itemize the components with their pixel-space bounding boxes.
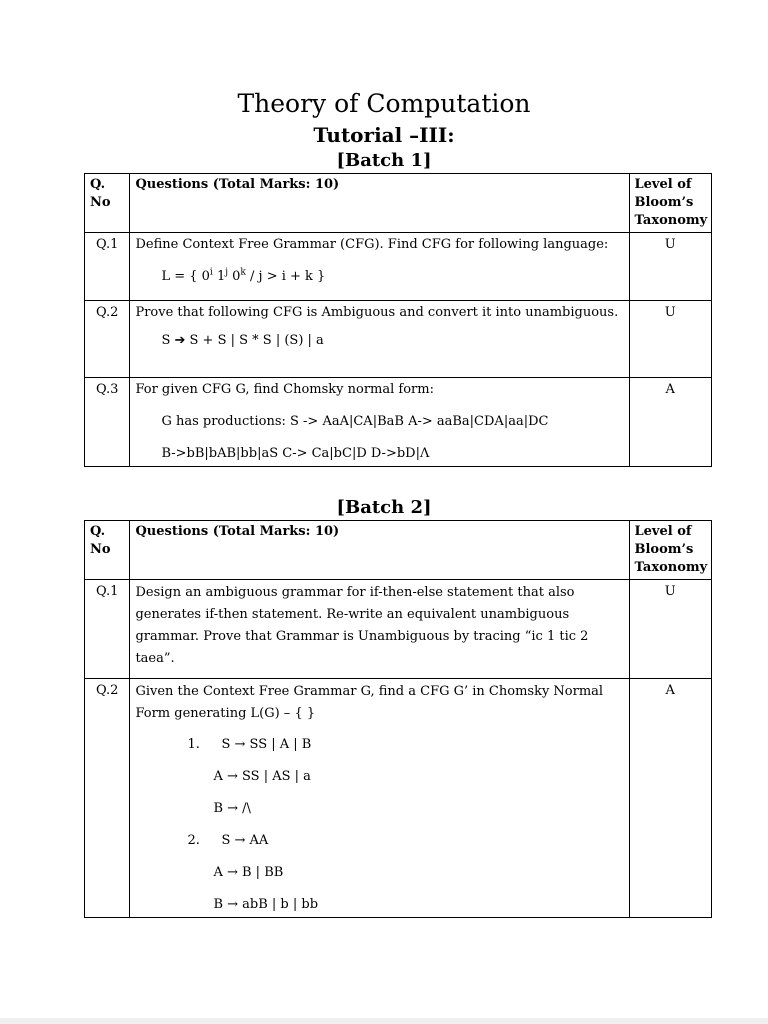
batch-1-table <box>84 173 712 467</box>
grammar-rule: S ➔ S + S | S * S | (S) | a <box>161 333 324 348</box>
grammar-rule: B → /\ <box>213 801 251 816</box>
document-title: Theory of Computation <box>237 89 531 118</box>
grammar-item-2 <box>187 831 623 851</box>
question-number: Q.2 <box>85 679 130 918</box>
list-number: 1. <box>187 737 200 752</box>
grammar-rule: S → AA <box>221 833 269 848</box>
header-level: Level of Bloom’s Taxonomy <box>629 521 712 580</box>
lang-mid2: 0 <box>228 269 241 284</box>
grammar-productions: G has productions: S -> AaA|CA|BaB A-> aaBa|CDA|aa|DC <box>161 414 549 429</box>
table-row <box>85 378 712 467</box>
bloom-level: A <box>629 679 712 918</box>
list-number: 2. <box>187 833 200 848</box>
question-text: Prove that following CFG is Ambiguous and convert it into unambiguous. <box>135 305 619 320</box>
bloom-level: U <box>629 233 712 301</box>
header-level: Level of Bloom’s Taxonomy <box>629 174 712 233</box>
question-cell <box>130 301 629 378</box>
lang-prefix: L = { 0 <box>161 269 210 284</box>
header-qno: Q. No <box>85 521 130 580</box>
question-number: Q.1 <box>85 233 130 301</box>
batch-2-title: [Batch 2] <box>336 497 432 518</box>
lang-mid1: 1 <box>212 269 226 284</box>
table-row <box>85 301 712 378</box>
language-definition <box>161 267 623 287</box>
question-cell <box>130 580 629 679</box>
table-header-row <box>85 174 712 233</box>
header-qno: Q. No <box>85 174 130 233</box>
question-text: For given CFG G, find Chomsky normal form: <box>135 382 434 397</box>
question-text: Define Context Free Grammar (CFG). Find CFG for following language: <box>135 237 609 252</box>
bloom-level: A <box>629 378 712 467</box>
question-number: Q.1 <box>85 580 130 679</box>
table-row <box>85 580 712 679</box>
question-cell <box>130 233 629 301</box>
question-number: Q.3 <box>85 378 130 467</box>
question-cell <box>130 378 629 467</box>
header-questions: Questions (Total Marks: 10) <box>130 521 629 580</box>
bloom-level: U <box>629 580 712 679</box>
table-header-row <box>85 521 712 580</box>
sup-k: k <box>240 267 246 278</box>
sup-i: i <box>209 267 213 278</box>
table-row <box>85 233 712 301</box>
lang-suffix: / j > i + k } <box>245 269 326 284</box>
header-questions: Questions (Total Marks: 10) <box>130 174 629 233</box>
grammar-rule: B → abB | b | bb <box>213 897 319 912</box>
grammar-rule: A → B | BB <box>213 865 284 880</box>
sup-j: j <box>225 267 229 278</box>
question-text: Given the Context Free Grammar G, find a CFG G’ in Chomsky Normal Form generating L(G) – { } <box>135 684 604 721</box>
bloom-level: U <box>629 301 712 378</box>
question-cell <box>130 679 629 918</box>
grammar-rule: S → SS | A | B <box>221 737 312 752</box>
grammar-productions: B->bB|bAB|bb|aS C-> Ca|bC|D D->bD|Λ <box>161 446 430 461</box>
batch-2-table <box>84 520 712 918</box>
page-bottom-band <box>0 1018 768 1024</box>
grammar-rule: A → SS | AS | a <box>213 769 311 784</box>
batch-1-title: [Batch 1] <box>336 150 432 171</box>
question-text: Design an ambiguous grammar for if-then-else statement that also generates if-then statement. Re-write an equivalent unambiguous grammar. Prove that Grammar is Unambiguous by tracing “ic 1 tic 2 taea”. <box>135 585 589 666</box>
table-row <box>85 679 712 918</box>
document-subtitle: Tutorial –III: <box>313 123 455 147</box>
grammar-item-1 <box>187 735 623 755</box>
question-number: Q.2 <box>85 301 130 378</box>
